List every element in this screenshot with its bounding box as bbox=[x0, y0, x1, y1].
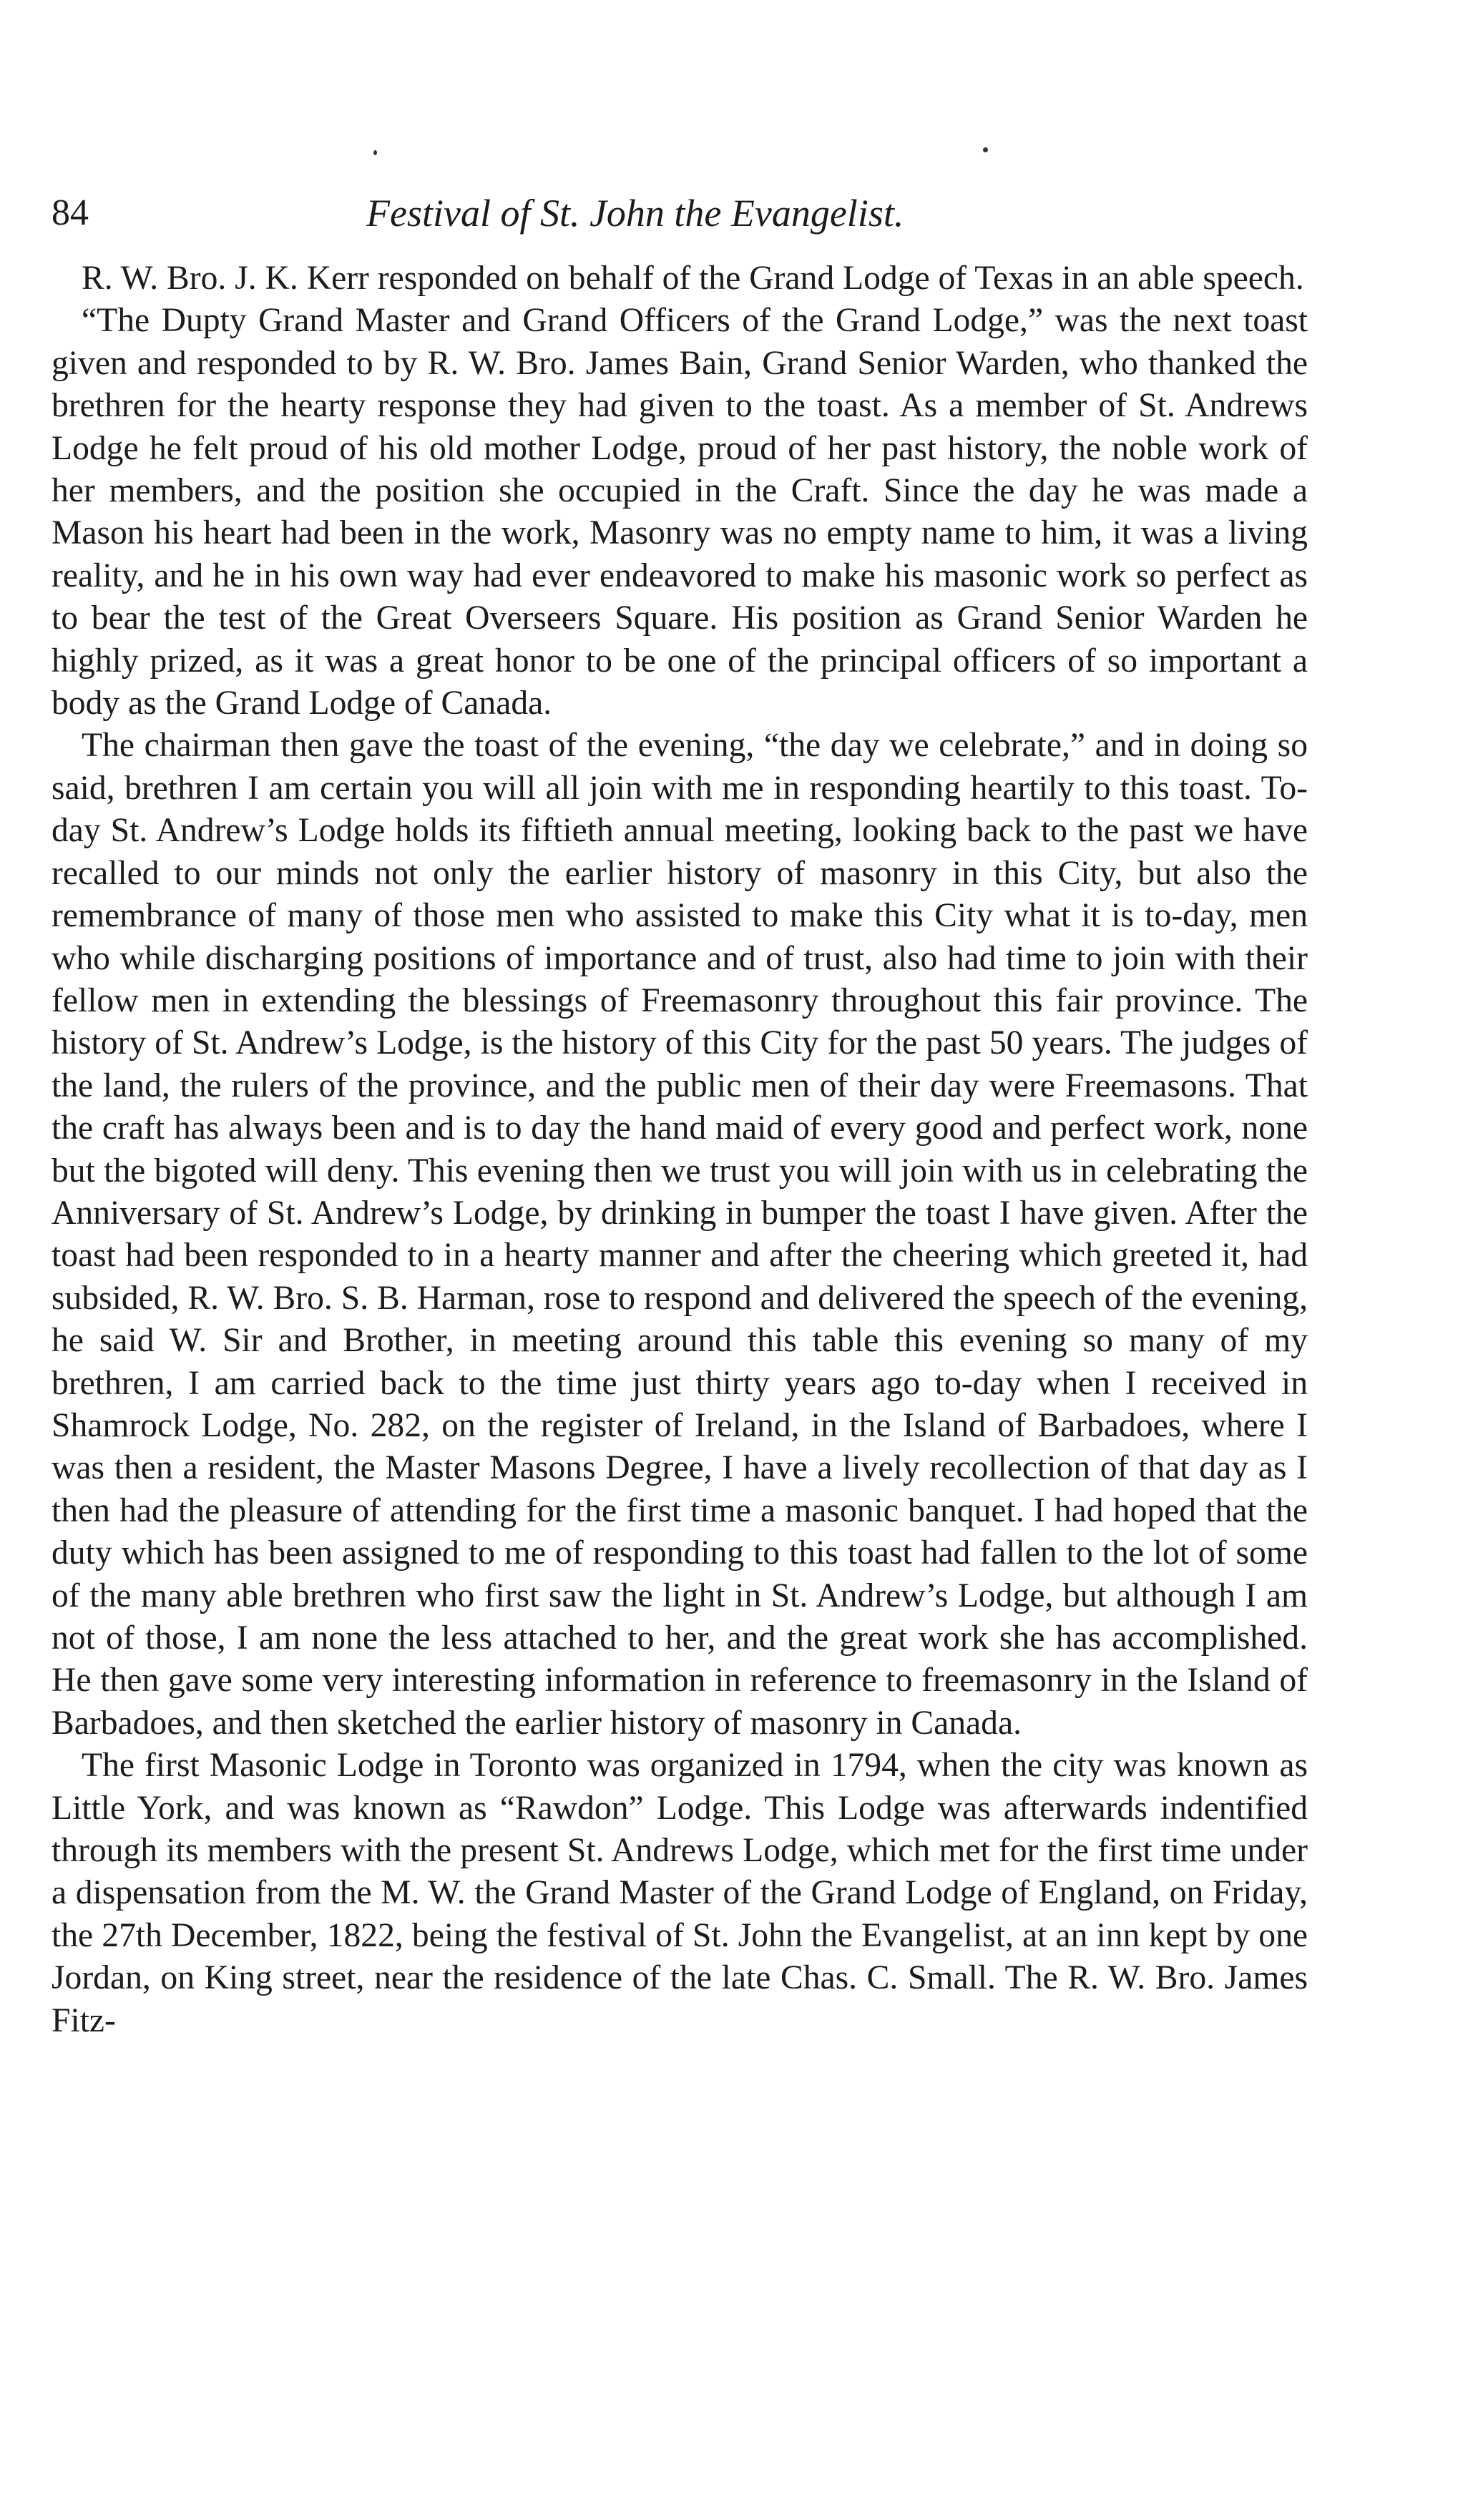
page-header bbox=[52, 185, 1308, 242]
ink-speck bbox=[983, 147, 988, 152]
running-title: Festival of St. John the Evangelist. bbox=[366, 192, 904, 235]
page-number: 84 bbox=[52, 192, 89, 233]
body-text bbox=[52, 258, 1308, 2042]
paragraph: The first Masonic Lodge in Toronto was organized in 1794, when the city was known as Little York, and was known as “Rawdon” Lodge. This Lodge was afterwards indentified through its members with the present St. Andrews Lodge, which met for the first time under a dispensation from the M. W. the Grand Master of the Grand Lodge of England, on Friday, the 27th December, 1822, being the festival of St. John the Evangelist, at an inn kept by one Jordan, on King street, near the residence of the late Chas. C. Small. The R. W. Bro. James Fitz- bbox=[52, 1747, 1308, 2039]
paragraph: The chairman then gave the toast of the evening, “the day we celebrate,” and in doing so said, brethren I am certain you will all join with me in responding heartily to this toast. To-day St. Andrew’s Lodge holds its fiftieth annual meeting, looking back to the past we have recalled to our minds not only the earlier history of masonry in this City, but also the remembrance of many of those men who assisted to make this City what it is to-day, men who while discharging positions of importance and of trust, also had time to join with their fellow men in extending the blessings of Freemasonry throughout this fair province. The history of St. Andrew’s Lodge, is the history of this City for the past 50 years. The judges of the land, the rulers of the province, and the public men of their day were Freemasons. That the craft has always been and is to day the hand maid of every good and perfect work, none but the bigoted will deny. This evening then we trust you will join with us in celebrating the Anniversary of St. Andrew’s Lodge, by drinking in bumper the toast I have given. After the toast had been responded to in a hearty manner and after the cheering which greeted it, had subsided, R. W. Bro. S. B. Harman, rose to respond and delivered the speech of the evening, he said W. Sir and Brother, in meeting around this table this evening so many of my brethren, I am carried back to the time just thirty years ago to-day when I received in Shamrock Lodge, No. 282, on the register of Ireland, in the Island of Barbadoes, where I was then a resident, the Master Masons Degree, I have a lively recollection of that day as I then had the pleasure of attending for the first time a masonic banquet. I had hoped that the duty which has been assigned to me of responding to this toast had fallen to the lot of some of the many able brethren who first saw the light in St. Andrew’s Lodge, but although I am not of those, I am none the less attached to her, and the great work she has accomplished. He then gave some very interesting information in reference to freemasonry in the Island of Barbadoes, and then sketched the earlier history of masonry in Canada. bbox=[52, 727, 1308, 1742]
paragraph: “The Dupty Grand Master and Grand Officers of the Grand Lodge,” was the next toast given and responded to by R. W. Bro. James Bain, Grand Senior Warden, who thanked the brethren for the hearty response they had given to the toast. As a member of St. Andrews Lodge he felt proud of his old mother Lodge, proud of her past history, the noble work of her members, and the position she occupied in the Craft. Since the day he was made a Mason his heart had been in the work, Masonry was no empty name to him, it was a living reality, and he in his own way had ever endeavored to make his masonic work so perfect as to bear the test of the Great Overseers Square. His position as Grand Senior Warden he highly prized, as it was a great honor to be one of the principal officers of so important a body as the Grand Lodge of Canada. bbox=[52, 302, 1308, 722]
paragraph: R. W. Bro. J. K. Kerr responded on behalf of the Grand Lodge of Texas in an able speech. bbox=[82, 260, 1304, 297]
ink-speck bbox=[373, 150, 377, 155]
